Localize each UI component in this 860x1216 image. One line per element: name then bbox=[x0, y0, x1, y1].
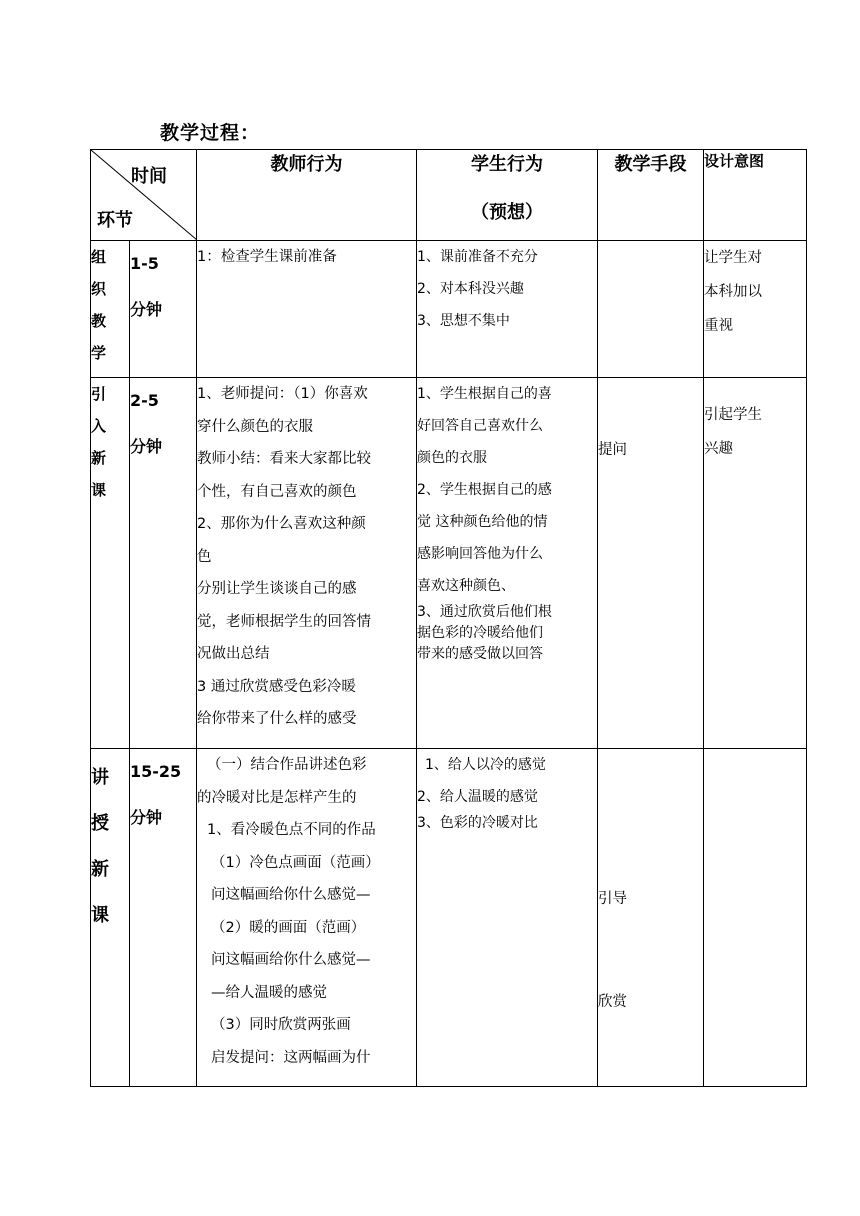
table-row bbox=[91, 378, 807, 749]
time-cell: 2-5 分钟 bbox=[130, 378, 197, 749]
lesson-plan-table bbox=[90, 149, 807, 1087]
header-diagonal-cell bbox=[91, 150, 197, 241]
intent-cell: 让学生对 本科加以 重视 bbox=[704, 241, 807, 378]
table-row bbox=[91, 749, 807, 1087]
time-cell: 15-25 分钟 bbox=[130, 749, 197, 1087]
teacher-cell: （一）结合作品讲述色彩 的冷暖对比是怎样产生的 1、看冷暖色点不同的作品 （1）冷色点画面（范画） 问这幅画给你什么感觉— （2）暖的画面（范画） 问这幅画给你什么感觉— —给人温暖的感觉 （3）同时欣赏两张画 启发提问：这两幅画为什 bbox=[197, 749, 417, 1087]
time-cell: 1-5 分钟 bbox=[130, 241, 197, 378]
header-teacher: 教师行为 bbox=[197, 150, 417, 241]
header-stage: 环节 bbox=[97, 210, 133, 231]
teacher-cell: 1、老师提问：（1）你喜欢 穿什么颜色的衣服 教师小结：看来大家都比较 个性，有自己喜欢的颜色 2、那你为什么喜欢这种颜 色 分别让学生谈谈自己的感 觉，老师根据学生的回答情 况做出总结 3 通过欣赏感受色彩冷暖 给你带来了什么样的感受 bbox=[197, 378, 417, 749]
section-title: 教学过程： bbox=[160, 122, 261, 144]
teacher-cell: 1：检查学生课前准备 bbox=[197, 241, 417, 378]
student-cell: 1、学生根据自己的喜 好回答自己喜欢什么 颜色的衣服 2、学生根据自己的感 觉 这种颜色给他的情 感影响回答他为什么 喜欢这种颜色、 3、通过欣赏后他们根 据色彩的冷暖给他们 带来的感受做以回答 bbox=[417, 378, 598, 749]
stage-cell: 引 入 新 课 bbox=[91, 378, 130, 749]
header-student: 学生行为 （预想） bbox=[417, 150, 598, 241]
means-cell: 提问 bbox=[598, 378, 704, 749]
header-time: 时间 bbox=[131, 166, 167, 187]
table-row bbox=[91, 241, 807, 378]
stage-cell: 讲 授 新 课 bbox=[91, 749, 130, 1087]
header-intent: 设计意图 bbox=[704, 150, 807, 241]
student-cell: 1、给人以冷的感觉 2、给人温暖的感觉 3、色彩的冷暖对比 bbox=[417, 749, 598, 1087]
header-row bbox=[91, 150, 807, 241]
means-cell bbox=[598, 241, 704, 378]
intent-cell bbox=[704, 749, 807, 1087]
stage-cell: 组 织 教 学 bbox=[91, 241, 130, 378]
means-cell: 引导 欣赏 bbox=[598, 749, 704, 1087]
intent-cell: 引起学生 兴趣 bbox=[704, 378, 807, 749]
header-means: 教学手段 bbox=[598, 150, 704, 241]
student-cell: 1、课前准备不充分 2、对本科没兴趣 3、思想不集中 bbox=[417, 241, 598, 378]
